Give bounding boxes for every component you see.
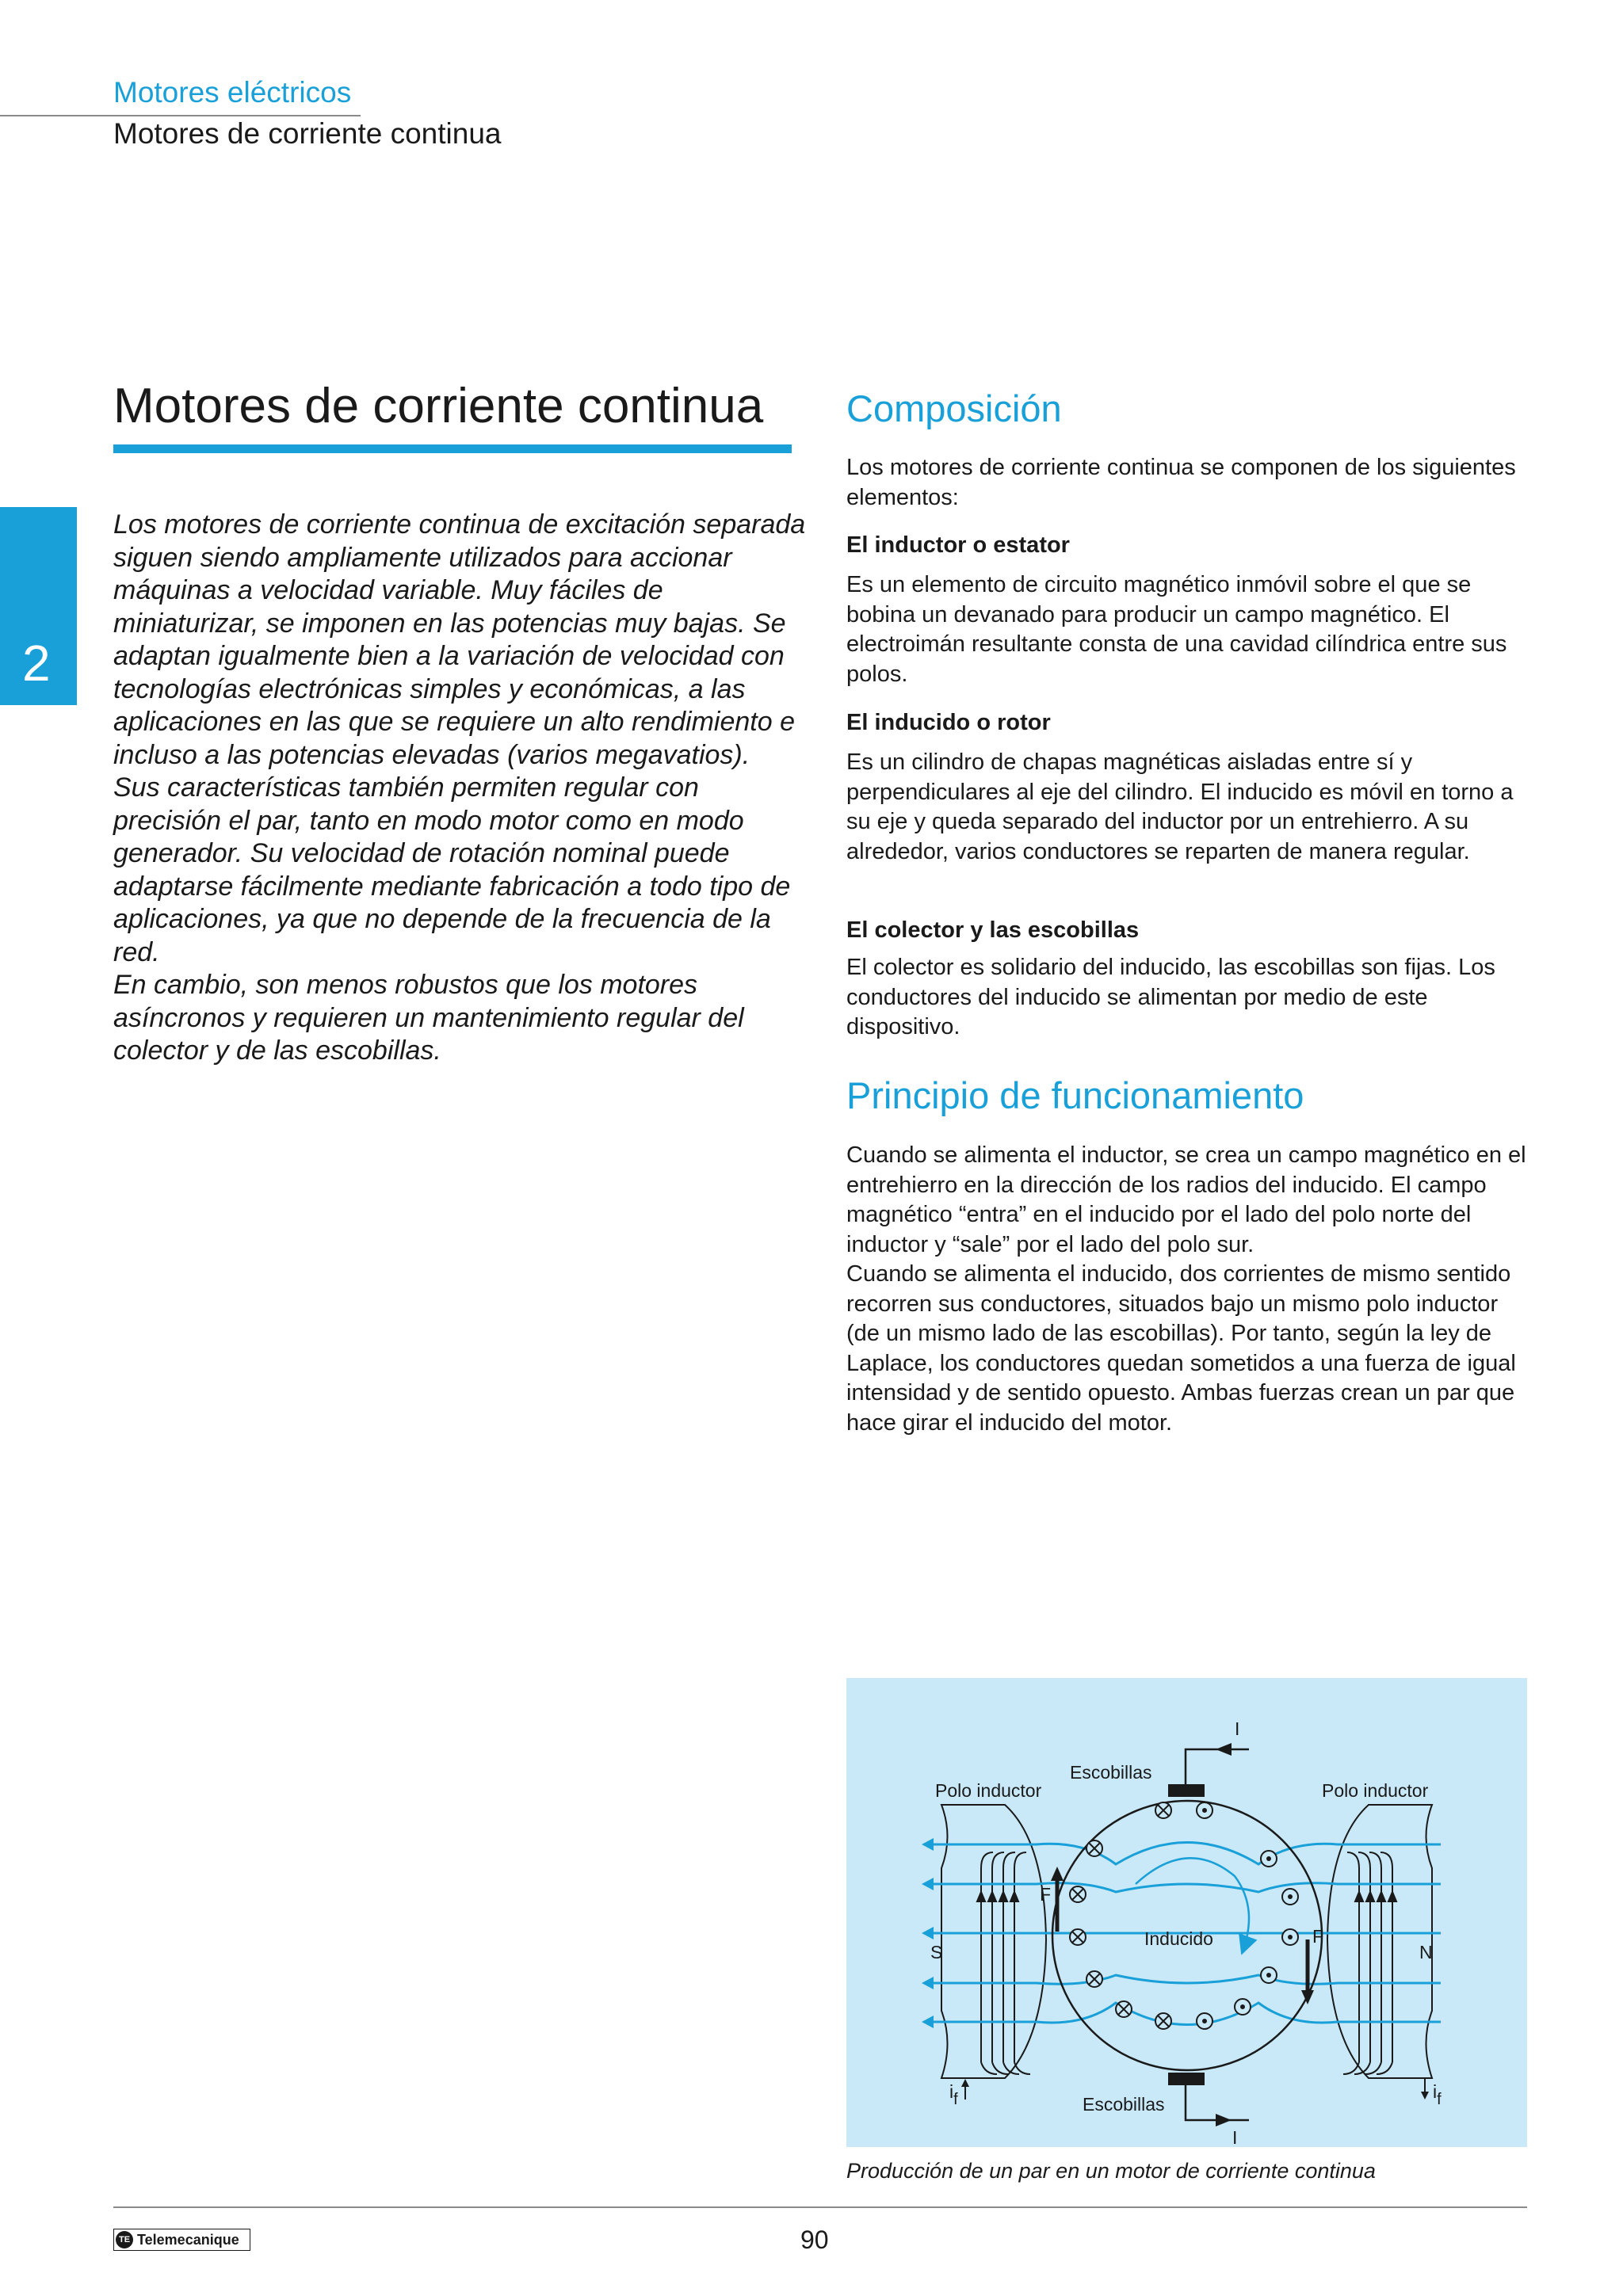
section-title: Motores eléctricos xyxy=(113,76,352,109)
title-underline xyxy=(113,444,792,453)
item-title-colector: El colector y las escobillas xyxy=(846,917,1140,943)
item-title-inductor: El inductor o estator xyxy=(846,532,1070,558)
label-if-left xyxy=(949,2081,958,2108)
footer-divider xyxy=(113,2206,1527,2208)
subsection-title: Motores de corriente continua xyxy=(113,117,502,150)
conductors-cross xyxy=(1070,1802,1171,2029)
lead-top xyxy=(1186,1749,1249,1784)
label-polo-right: Polo inductor xyxy=(1322,1780,1429,1801)
telemecanique-logo xyxy=(113,2229,250,2251)
if-right-arrow-head xyxy=(1421,2092,1429,2100)
motor-diagram-svg xyxy=(846,1678,1527,2147)
lead-top-arrow xyxy=(1216,1743,1232,1756)
label-inducido: Inducido xyxy=(1144,1928,1213,1949)
label-f-right: F xyxy=(1312,1926,1324,1947)
header-divider xyxy=(0,115,361,116)
label-escobillas-top: Escobillas xyxy=(1070,1762,1152,1783)
item-text-colector: El colector es solidario del inducido, las escobillas son fijas. Los conductores del inducido se alimentan por medio de este dispositivo. xyxy=(846,955,1495,1039)
principio-paragraph: Cuando se alimenta el inducido, dos corrientes de mismo sentido recorren sus conductores, situados bajo un mismo polo inductor (de un mismo lado de las escobillas). Por tanto, según la ley de Laplace, los conductores quedan sometidos a una fuerza de igual intensidad y de sentido opuesto. Ambas fuerzas crean un par que hace girar el inducido del motor. xyxy=(846,1261,1516,1436)
intro-paragraph: Los motores de corriente continua de excitación separada siguen siendo ampliamente utilizados para accionar máquinas a velocidad variable. Muy fáciles de miniaturizar, se imponen en las potencias muy bajas. Se adaptan igualmente bien a la variación de velocidad con tecnologías electrónicas simples y económicas, a las aplicaciones en las que se requiere un alto rendimiento e incluso a las potencias elevadas (varios megavatios). xyxy=(113,509,806,770)
label-escobillas-bottom: Escobillas xyxy=(1083,2094,1165,2115)
force-arrow-left-head xyxy=(1051,1867,1064,1881)
item-text-inductor: Es un elemento de circuito magnético inmóvil sobre el que se bobina un devanado para producir un campo magnético. El electroimán resultante consta de una cavidad cilíndrica entre sus polos. xyxy=(846,572,1507,687)
label-i-top: I xyxy=(1235,1718,1240,1739)
intro-text xyxy=(113,509,811,1068)
brush-top xyxy=(1168,1784,1205,1797)
logo-mark-icon: TE xyxy=(116,2231,133,2248)
label-s: S xyxy=(930,1942,943,1962)
if-left-sub: f xyxy=(953,2091,958,2108)
label-f-left: F xyxy=(1040,1884,1052,1905)
principio-heading: Principio de funcionamiento xyxy=(846,1074,1304,1116)
if-right-sub: f xyxy=(1437,2091,1442,2108)
item-text-inducido: Es un cilindro de chapas magnéticas aisladas entre sí y perpendiculares al eje del cilindro. El inducido es móvil en torno a su eje y queda separado del inductor por un entrehierro. A su alrededor, varios conductores se reparten de manera regular. xyxy=(846,749,1514,864)
principio-paragraph: Cuando se alimenta el inductor, se crea un campo magnético en el entrehierro en la dirección de los radios del inducido. El campo magnético “entra” en el inducido por el lado del polo norte del inductor y “sale” por el lado del polo sur. xyxy=(846,1142,1526,1257)
brush-bottom xyxy=(1168,2073,1205,2085)
composicion-heading: Composición xyxy=(846,387,1062,429)
composicion-lead: Los motores de corriente continua se componen de los siguientes elementos: xyxy=(846,455,1516,510)
intro-paragraph: En cambio, son menos robustos que los motores asíncronos y requieren un mantenimiento regular del colector y de las escobillas. xyxy=(113,970,744,1066)
chapter-number: 2 xyxy=(22,635,51,692)
if-left-arrow-head xyxy=(961,2079,969,2087)
right-pole-piece xyxy=(1327,1805,1432,2078)
page-number: 90 xyxy=(800,2225,829,2254)
label-i-bottom: I xyxy=(1232,2127,1238,2147)
conductor-dot-centers xyxy=(1202,1808,1293,2023)
lead-bottom-arrow xyxy=(1216,2114,1232,2126)
item-title-inducido: El inducido o rotor xyxy=(846,710,1051,735)
label-n: N xyxy=(1419,1942,1433,1962)
logo-text: Telemecanique xyxy=(137,2232,239,2248)
principio-text xyxy=(846,1141,1532,1438)
label-polo-left: Polo inductor xyxy=(935,1780,1042,1801)
if-right-main: i xyxy=(1433,2081,1438,2102)
label-if-right xyxy=(1433,2081,1442,2108)
page-title: Motores de corriente continua xyxy=(113,379,764,433)
conductors-dot xyxy=(1197,1802,1298,2029)
motor-diagram xyxy=(846,1678,1527,2147)
field-arrows xyxy=(922,1838,934,2028)
figure-caption: Producción de un par en un motor de corriente continua xyxy=(846,2159,1376,2183)
left-pole-piece xyxy=(941,1805,1046,2078)
if-left-main: i xyxy=(949,2081,954,2102)
intro-paragraph: Sus características también permiten regular con precisión el par, tanto en modo motor como en modo generador. Su velocidad de rotación nominal puede adaptarse fácilmente mediante fabricación a todo tipo de aplicaciones, ya que no depende de la frecuencia de la red. xyxy=(113,772,791,967)
